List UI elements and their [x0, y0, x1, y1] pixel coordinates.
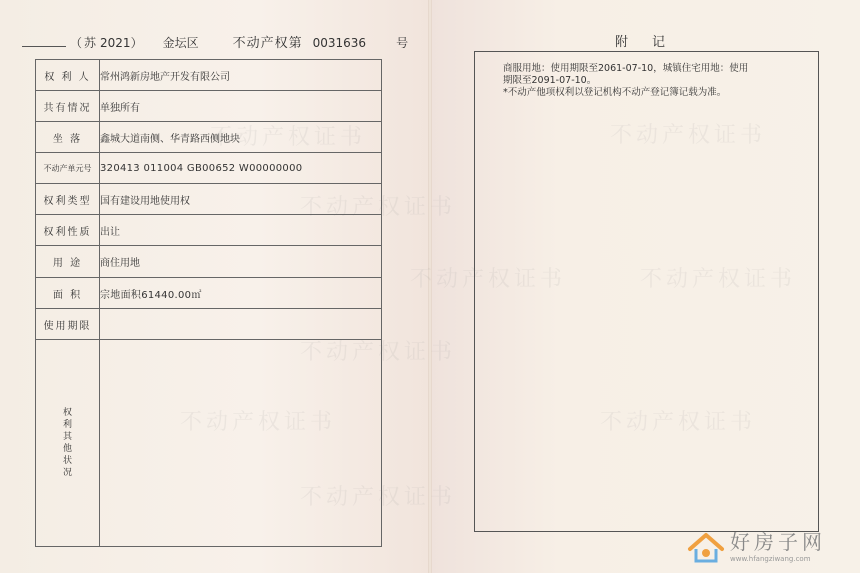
- label-location: 坐 落: [36, 122, 100, 153]
- book-spine: [428, 0, 432, 573]
- table-row: [36, 122, 382, 153]
- cert-year: 2021）: [100, 36, 143, 50]
- house-logo-icon: [686, 529, 726, 565]
- label-right-holder: 权 利 人: [36, 60, 100, 91]
- label-right-type: 权利类型: [36, 184, 100, 215]
- province-abbr: 苏: [84, 36, 97, 50]
- value-location: 鑫城大道南侧、华青路西侧地块: [100, 122, 382, 153]
- value-term: [100, 309, 382, 340]
- logo-name: 好房子网: [730, 530, 826, 554]
- table-row: [36, 215, 382, 246]
- label-right-nature: 权利性质: [36, 215, 100, 246]
- label-term: 使用期限: [36, 309, 100, 340]
- logo-url: www.hfangziwang.com: [730, 555, 811, 563]
- note-line: 期限至2091-07-10。: [503, 75, 597, 86]
- note-line: 商服用地：使用期限至2061-07-10，城镇住宅用地：使用: [503, 63, 749, 74]
- attachment-notes: [474, 51, 819, 532]
- table-row: [36, 184, 382, 215]
- label-usage: 用 途: [36, 246, 100, 278]
- certificate-header: [22, 32, 408, 51]
- paren-open: （: [70, 36, 83, 50]
- value-right-holder: 常州鸿新房地产开发有限公司: [100, 60, 382, 91]
- value-co-ownership: 单独所有: [100, 91, 382, 122]
- label-other-status: [36, 340, 100, 547]
- district: 金坛区: [162, 36, 199, 50]
- value-other-status: [100, 340, 382, 547]
- site-logo: [686, 524, 856, 570]
- label-other-status-text: 权利其他状况: [62, 408, 72, 478]
- value-usage: 商住用地: [100, 246, 382, 278]
- value-area: 宗地面积61440.00㎡: [100, 278, 382, 309]
- cert-suffix: 号: [396, 36, 409, 50]
- note-line: *不动产他项权利以登记机构不动产登记簿记载为准。: [503, 87, 727, 98]
- table-row: [36, 278, 382, 309]
- logo-text: [730, 531, 826, 563]
- table-row: [36, 60, 382, 91]
- table-row: [36, 153, 382, 184]
- property-info-table: [35, 59, 382, 547]
- value-right-type: 国有建设用地使用权: [100, 184, 382, 215]
- table-row: [36, 246, 382, 278]
- label-unit-number: 不动产单元号: [36, 153, 100, 184]
- value-right-nature: 出让: [100, 215, 382, 246]
- table-row: [36, 340, 382, 547]
- cert-number: 0031636: [312, 36, 367, 50]
- table-row: [36, 91, 382, 122]
- cert-title: 不动产权第: [232, 36, 303, 51]
- blank-underline: [22, 32, 66, 47]
- table-row: [36, 309, 382, 340]
- value-unit-number: 320413 011004 GB00652 W00000000: [100, 153, 382, 184]
- label-area: 面 积: [36, 278, 100, 309]
- attachment-title: 附记: [615, 35, 690, 50]
- label-co-ownership: 共有情况: [36, 91, 100, 122]
